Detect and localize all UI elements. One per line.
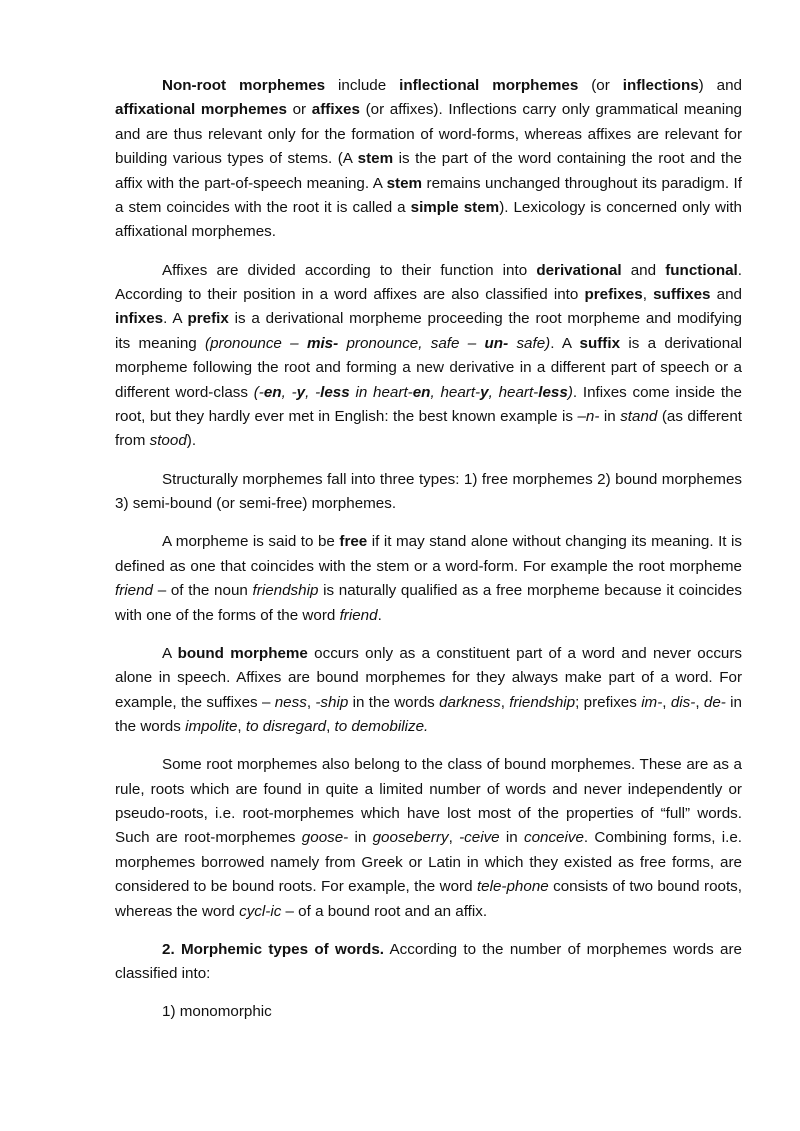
document-page	[115, 74, 742, 1039]
text-segment: in	[348, 829, 373, 847]
text-segment: darkness	[439, 693, 501, 711]
text-segment: A morpheme is said to be	[162, 533, 340, 551]
text-segment: or	[286, 101, 312, 119]
text-segment: dis-	[670, 693, 696, 711]
text-segment: ; prefixes	[575, 693, 642, 711]
text-segment: 1) monomorphic	[162, 1003, 272, 1021]
text-segment: prefix	[187, 310, 229, 328]
text-segment: A	[162, 644, 178, 662]
text-segment: ) and	[698, 77, 742, 94]
text-segment: y	[480, 383, 489, 401]
text-segment: remains unchanged throughout its paradigm. If a stem coincides with the root it is called a	[115, 174, 742, 217]
text-segment: suffixes	[653, 286, 711, 304]
text-segment: Structurally morphemes fall into three types: 1) free morphemes 2) bound morphemes 3) semi-bound (or semi-free) morphemes.	[115, 470, 742, 513]
text-segment: in	[499, 829, 524, 847]
text-segment: is naturally qualified as a free morpheme because it coincides with one of the forms of the word	[115, 582, 742, 624]
text-segment: . A	[163, 310, 188, 328]
text-segment: ,	[662, 693, 671, 711]
text-segment: and	[710, 286, 742, 304]
text-segment: to demobilize.	[334, 717, 429, 735]
text-segment: if it may stand alone without changing its meaning. It is defined as one that coincides with the stem or a word-form. For example the root morpheme	[115, 533, 743, 575]
text-segment: tele-phone	[476, 878, 549, 896]
text-segment: stem	[357, 150, 394, 168]
text-segment: stood	[149, 432, 187, 450]
text-segment: ). Lexicology is concerned only with affixational morphemes.	[115, 199, 742, 241]
text-segment: , -	[305, 383, 321, 401]
text-segment: is a derivational morpheme proceeding the root morpheme and modifying its meaning	[115, 310, 742, 352]
text-segment: occurs only as a constituent part of a word and never occurs alone in speech. Affixes are bound morphemes for they always make part of a word. For example, the suffixes –	[115, 644, 743, 711]
text-segment: -ship	[315, 693, 349, 711]
text-segment: ).	[186, 432, 197, 450]
text-segment: affixes	[311, 101, 360, 119]
text-segment: stand	[620, 408, 658, 426]
text-segment: )	[567, 383, 573, 401]
text-segment: , heart-	[488, 383, 539, 401]
paragraph-free-morpheme	[115, 530, 742, 628]
text-segment: ,	[642, 286, 654, 304]
text-segment: Affixes are divided according to their function into	[162, 261, 537, 279]
text-segment: en	[412, 383, 431, 401]
text-segment: . Combining forms, i.e. morphemes borrowed namely from Greek or Latin in which they existed as free forms, are considered to be bound roots. For example, the word	[115, 829, 742, 896]
text-segment: Some root morphemes also belong to the class of bound morphemes. These are as a rule, roots which are found in quite a limited number of words and never independently or pseudo-roots, i.e. root-morphemes which have lost most of the properties of “full” words. Such are root-morphemes	[115, 756, 742, 847]
text-segment: mis-	[306, 334, 339, 352]
text-segment: -ceive	[459, 829, 500, 847]
text-segment: ,	[500, 693, 510, 711]
text-segment: inflections	[622, 77, 699, 94]
text-segment: conceive	[523, 829, 584, 847]
paragraph-affixes-division	[115, 259, 742, 454]
text-segment: ness	[274, 693, 307, 711]
text-segment: less	[320, 383, 350, 401]
text-segment: . According to their position in a word affixes are also classified into	[115, 261, 742, 304]
text-segment: in the words	[348, 693, 440, 711]
paragraph-bound-morpheme	[115, 642, 742, 740]
text-segment: bound morpheme	[177, 644, 308, 662]
text-segment: ,	[448, 829, 460, 847]
text-segment: un-	[484, 334, 509, 352]
text-segment: According to the number of morphemes words are classified into:	[115, 940, 743, 983]
text-segment: consists of two bound roots, whereas the word	[115, 878, 742, 920]
text-segment: impolite	[185, 717, 238, 735]
text-segment: is a derivational morpheme following the root and forming a new derivative in a different part of speech or a different word-class	[115, 334, 743, 401]
text-segment: simple stem	[410, 199, 500, 217]
text-segment: inflectional morphemes	[399, 77, 579, 94]
text-segment: include	[325, 77, 400, 94]
text-segment: en	[263, 383, 282, 401]
text-segment: – of the noun	[153, 582, 253, 600]
text-segment: gooseberry	[372, 829, 449, 847]
text-segment: in heart-	[349, 383, 413, 401]
text-segment: friendship	[509, 693, 576, 711]
text-segment: ,	[237, 717, 246, 735]
paragraph-bound-roots	[115, 753, 742, 924]
text-segment: (pronounce –	[205, 334, 307, 352]
text-segment: –n-	[577, 408, 600, 426]
text-segment: derivational	[536, 261, 622, 279]
text-segment: de-	[703, 693, 726, 711]
text-segment: friend	[115, 582, 153, 600]
text-segment: friend	[339, 606, 378, 624]
paragraph-morphemic-types-heading	[115, 938, 742, 987]
text-segment: ,	[695, 693, 704, 711]
text-segment: stem	[386, 174, 423, 192]
text-segment: prefixes	[584, 286, 643, 304]
text-segment: in	[599, 408, 621, 426]
text-segment: ,	[326, 717, 335, 735]
text-segment: friendship	[252, 582, 319, 600]
text-segment: to disregard	[245, 717, 327, 735]
text-segment: is the part of the word containing the root and the affix with the part-of-speech meaning. A	[115, 150, 743, 192]
text-segment: infixes	[115, 310, 164, 328]
text-segment: suffix	[579, 334, 621, 352]
text-segment: and	[621, 261, 666, 279]
text-segment: .	[377, 606, 382, 624]
text-segment: (or affixes). Inflections carry only grammatical meaning and are thus relevant only for the formation of word-forms, whereas affixes are relevant for building various types of stems. (A	[115, 101, 742, 168]
text-segment: (as different from	[115, 408, 742, 450]
text-segment: ,	[306, 693, 316, 711]
text-segment: (or	[578, 77, 623, 94]
text-segment: . Infixes come inside the root, but they hardly ever met in English: the best known example is	[115, 383, 742, 426]
text-segment: Non-root morphemes	[162, 77, 326, 94]
list-item-monomorphic	[115, 1000, 742, 1024]
text-segment: functional	[665, 261, 738, 279]
text-segment: free	[339, 533, 368, 551]
text-segment: safe)	[508, 334, 551, 352]
text-segment: im-	[641, 693, 663, 711]
text-segment: , -	[281, 383, 297, 401]
text-segment: goose-	[301, 829, 349, 847]
text-segment: . A	[550, 334, 580, 352]
paragraph-non-root-morphemes	[115, 74, 742, 245]
text-segment: less	[538, 383, 568, 401]
text-segment: cycl-ic	[239, 902, 282, 920]
text-segment: (-	[253, 383, 264, 401]
text-segment: affixational morphemes	[115, 101, 287, 119]
text-segment: 2. Morphemic types of words.	[162, 940, 384, 958]
text-segment: – of a bound root and an affix.	[281, 902, 488, 920]
paragraph-structural-types	[115, 468, 742, 517]
text-segment: y	[296, 383, 306, 401]
text-segment: , heart-	[430, 383, 481, 401]
text-segment: pronounce, safe –	[338, 334, 485, 352]
text-segment: in the words	[115, 693, 742, 735]
